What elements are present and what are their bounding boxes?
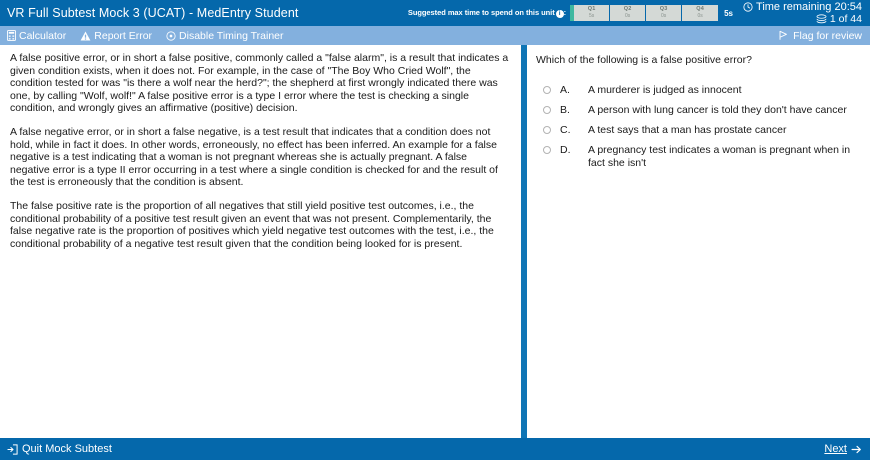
clock-off-icon <box>166 31 176 41</box>
answer-option-c-letter: C. <box>560 124 571 136</box>
report-error-label: Report Error <box>94 29 153 42</box>
passage-pane <box>0 45 521 438</box>
answer-options <box>536 81 862 174</box>
timing-segment-q3 <box>646 5 682 21</box>
calculator-button[interactable] <box>7 30 66 42</box>
page-title: VR Full Subtest Mock 3 (UCAT) - MedEntry Student <box>7 6 299 20</box>
time-remaining-text: Time remaining 20:54 <box>756 1 862 13</box>
question-counter-text: 1 of 44 <box>829 13 862 25</box>
timing-trainer-bar <box>570 5 718 21</box>
time-remaining <box>743 1 862 13</box>
flag-for-review-button[interactable] <box>778 30 862 42</box>
next-label <box>824 443 847 455</box>
passage-paragraph-3: The false positive rate is the proportion of all negatives that still yield positive test outcomes, i.e., the conditional probability of a positive test result given an event that was not present. Complementarily, the false negative rate is the proportion of positives which yield negative test outcomes with the test, i.e., the conditional probability of a negative test result given that the condition being looked for is present. <box>10 199 494 250</box>
question-stem: Which of the following is a false positive error? <box>536 54 752 66</box>
report-error-button[interactable] <box>80 30 152 42</box>
radio-button-d[interactable] <box>543 146 551 154</box>
answer-option-d-text: A pregnancy test indicates a woman is pregnant when in fact she isn't <box>588 144 851 169</box>
timing-trainer-total: 5s <box>724 8 734 18</box>
timing-segment-q2-time: 0s <box>624 12 631 19</box>
warning-icon <box>80 31 91 41</box>
calculator-label: Calculator <box>19 29 67 42</box>
radio-button-c[interactable] <box>543 126 551 134</box>
answer-option-c-text: A test says that a man has prostate cancer <box>588 124 787 136</box>
timing-segment-q4-label: Q4 <box>696 6 704 13</box>
header-status-block <box>743 1 864 25</box>
answer-option-a[interactable] <box>536 81 862 101</box>
timing-trainer-label <box>408 8 566 17</box>
stack-icon <box>816 14 827 24</box>
flag-for-review-label: Flag for review <box>793 29 862 42</box>
question-pane <box>527 45 870 438</box>
exit-icon <box>7 444 18 455</box>
timing-segment-q4 <box>682 5 718 21</box>
disable-timing-trainer-label: Disable Timing Trainer <box>179 29 284 42</box>
passage-paragraph-2: A false negative error, or in short a false negative, is a test result that indicates that a condition does not hold, while in fact it does. In other words, erroneously, no effect has been inferred. An example for a false negative is a test indicating that a woman is not pregnant whereas she is actually pregnant. A false negative error is a type II error occurring in a test where a single condition is checked for and the result of the test is erroneously that the condition is absent. <box>10 125 498 189</box>
radio-button-a[interactable] <box>543 86 551 94</box>
timing-trainer-label-text: Suggested max time to spend on this unit <box>407 8 555 18</box>
content-area <box>0 45 870 438</box>
timing-segment-q1-time: 5s <box>588 12 595 19</box>
timing-segment-q3-label: Q3 <box>659 6 668 13</box>
timing-segment-q4-time: 0s <box>697 12 703 19</box>
timing-segment-q3-time: 0s <box>660 12 667 19</box>
timing-segment-q1 <box>574 5 610 21</box>
timing-trainer-colon: : <box>563 8 567 18</box>
disable-timing-trainer-button[interactable] <box>166 30 283 42</box>
secondary-toolbar <box>0 26 870 45</box>
radio-button-b[interactable] <box>543 106 551 114</box>
passage-paragraph-1: A false positive error, or in short a false positive, commonly called a "false alarm", is a result that indicates a given condition exists, when it does not. For example, in the case of "The Boy Who Cried Wolf", the condition tested for was "is there a wolf near the herd?"; the shepherd at first wrongly indicated there was one, by calling "Wolf, wolf!" A false positive error is a type I error where the test is checking a single condition, and wrongly gives an affirmative (positive) decision. <box>10 52 509 115</box>
answer-option-b-letter: B. <box>560 104 570 116</box>
answer-option-c[interactable] <box>536 121 862 141</box>
timing-segment-q2-label: Q2 <box>623 6 632 13</box>
calculator-icon <box>7 30 16 41</box>
timing-segment-q2 <box>610 5 646 21</box>
next-button[interactable] <box>824 443 862 455</box>
info-icon[interactable]: i <box>556 10 564 18</box>
quit-mock-subtest-button[interactable] <box>7 443 112 455</box>
arrow-right-icon <box>851 444 862 455</box>
clock-icon <box>743 2 753 12</box>
flag-icon <box>778 30 789 41</box>
timing-trainer <box>408 5 733 21</box>
answer-option-d-letter: D. <box>560 144 571 156</box>
answer-option-b-text: A person with lung cancer is told they don't have cancer <box>588 104 847 116</box>
next-label-text: Next <box>824 443 847 455</box>
answer-option-a-text: A murderer is judged as innocent <box>588 84 742 96</box>
answer-option-b[interactable] <box>536 101 862 121</box>
timing-segment-q1-label: Q1 <box>587 6 596 13</box>
answer-option-d[interactable] <box>536 141 862 174</box>
app-footer <box>0 438 870 460</box>
question-counter <box>816 13 862 25</box>
quit-mock-subtest-label: Quit Mock Subtest <box>22 443 112 455</box>
app-header <box>0 0 870 26</box>
answer-option-a-letter: A. <box>560 84 570 96</box>
